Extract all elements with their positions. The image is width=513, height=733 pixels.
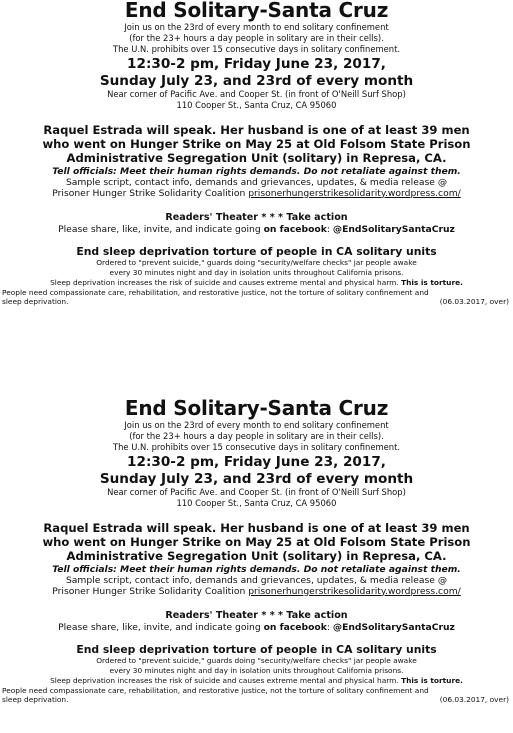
location-line: Near corner of Pacific Ave. and Cooper St. (in front of O'Neill Surf Shop) (107, 89, 406, 99)
footer-date: (06.03.2017, over) (439, 695, 509, 705)
sleep-harm-text: Sleep deprivation increases the risk of suicide and causes extreme mental and physical harm. (50, 277, 402, 287)
share-text: Please share, like, invite, and indicate going (58, 621, 264, 633)
share-facebook: on facebook (263, 223, 327, 235)
event-time: 12:30-2 pm, Friday June 23, 2017, (127, 454, 386, 470)
address-line: 110 Cooper St., Santa Cruz, CA 95060 (176, 100, 337, 110)
sleep-torture: This is torture. (401, 277, 463, 287)
sleep-heading: End sleep deprivation torture of people in CA solitary units (76, 642, 437, 656)
officials-demand: Tell officials: Meet their human rights demands. Do not retaliate against them. (52, 165, 461, 177)
footer-line (0, 297, 513, 307)
address-line: 110 Cooper St., Santa Cruz, CA 95060 (176, 498, 337, 508)
sample-script-line: Sample script, contact info, demands and grievances, updates, & media release @ (65, 176, 448, 188)
intro-line: Join us on the 23rd of every month to end solitary confinement (124, 420, 389, 430)
sleep-line: Ordered to "prevent suicide," guards doing "security/welfare checks" jar people awake (96, 257, 417, 267)
speaker-line: Administrative Segregation Unit (solitary) in Represa, CA. (66, 151, 447, 166)
intro-line: The U.N. prohibits over 15 consecutive days in solitary confinement. (112, 442, 401, 452)
event-time: 12:30-2 pm, Friday June 23, 2017, (127, 56, 386, 72)
sleep-heading: End sleep deprivation torture of people in CA solitary units (76, 244, 437, 258)
intro-line: (for the 23+ hours a day people in solitary are in their cells). (129, 33, 384, 43)
flyer-top (0, 0, 513, 307)
footer-end: sleep deprivation. (2, 297, 69, 307)
coalition-name: Prisoner Hunger Strike Solidarity Coalition (52, 585, 249, 597)
sample-script-line: Sample script, contact info, demands and grievances, updates, & media release @ (65, 574, 448, 586)
intro-line: The U.N. prohibits over 15 consecutive days in solitary confinement. (112, 44, 401, 54)
share-handle[interactable]: @EndSolitarySantaCruz (332, 223, 455, 235)
footer-end: sleep deprivation. (2, 695, 69, 705)
footer-line: People need compassionate care, rehabilitation, and restorative justice, not the torture of solitary confinement and (2, 685, 429, 695)
intro-line: Join us on the 23rd of every month to end solitary confinement (124, 22, 389, 32)
sleep-line (0, 278, 513, 288)
speaker-line: Administrative Segregation Unit (solitary) in Represa, CA. (66, 549, 447, 564)
sleep-line: every 30 minutes night and day in isolation units throughout California prisons. (109, 665, 404, 675)
footer-line: People need compassionate care, rehabilitation, and restorative justice, not the torture of solitary confinement and (2, 287, 429, 297)
flyer-title: End Solitary-Santa Cruz (124, 0, 389, 22)
sleep-line: every 30 minutes night and day in isolation units throughout California prisons. (109, 267, 404, 277)
share-line (0, 622, 513, 634)
sleep-torture: This is torture. (401, 675, 463, 685)
speaker-line: Raquel Estrada will speak. Her husband is one of at least 39 men (43, 521, 470, 535)
sleep-line: Ordered to "prevent suicide," guards doing "security/welfare checks" jar people awake (96, 655, 417, 665)
flyer-title: End Solitary-Santa Cruz (124, 396, 389, 420)
speaker-line: who went on Hunger Strike on May 25 at Old Folsom State Prison (42, 137, 471, 152)
share-line (0, 224, 513, 236)
sleep-harm-text: Sleep deprivation increases the risk of suicide and causes extreme mental and physical harm. (50, 675, 402, 685)
share-text: Please share, like, invite, and indicate going (58, 223, 264, 235)
share-facebook: on facebook (263, 621, 327, 633)
coalition-line (0, 188, 513, 199)
footer-line (0, 695, 513, 705)
location-line: Near corner of Pacific Ave. and Cooper St. (in front of O'Neill Surf Shop) (107, 487, 406, 497)
sleep-line (0, 676, 513, 686)
event-dates: Sunday July 23, and 23rd of every month (99, 72, 414, 89)
flyer-bottom (0, 398, 513, 705)
intro-line: (for the 23+ hours a day people in solitary are in their cells). (129, 431, 384, 441)
speaker-line: Raquel Estrada will speak. Her husband is one of at least 39 men (43, 123, 470, 137)
readers-theater: Readers' Theater * * * Take action (165, 211, 348, 223)
coalition-line (0, 586, 513, 597)
coalition-link[interactable]: prisonerhungerstrikesolidarity.wordpress.com/ (248, 585, 461, 597)
speaker-line: who went on Hunger Strike on May 25 at Old Folsom State Prison (42, 535, 471, 550)
officials-demand: Tell officials: Meet their human rights demands. Do not retaliate against them. (52, 563, 461, 575)
footer-date: (06.03.2017, over) (439, 297, 509, 307)
coalition-name: Prisoner Hunger Strike Solidarity Coalition (52, 187, 249, 199)
share-colon: : (326, 223, 333, 235)
event-dates: Sunday July 23, and 23rd of every month (99, 470, 414, 487)
share-handle[interactable]: @EndSolitarySantaCruz (332, 621, 455, 633)
coalition-link[interactable]: prisonerhungerstrikesolidarity.wordpress.com/ (248, 187, 461, 199)
share-colon: : (326, 621, 333, 633)
readers-theater: Readers' Theater * * * Take action (165, 609, 348, 621)
